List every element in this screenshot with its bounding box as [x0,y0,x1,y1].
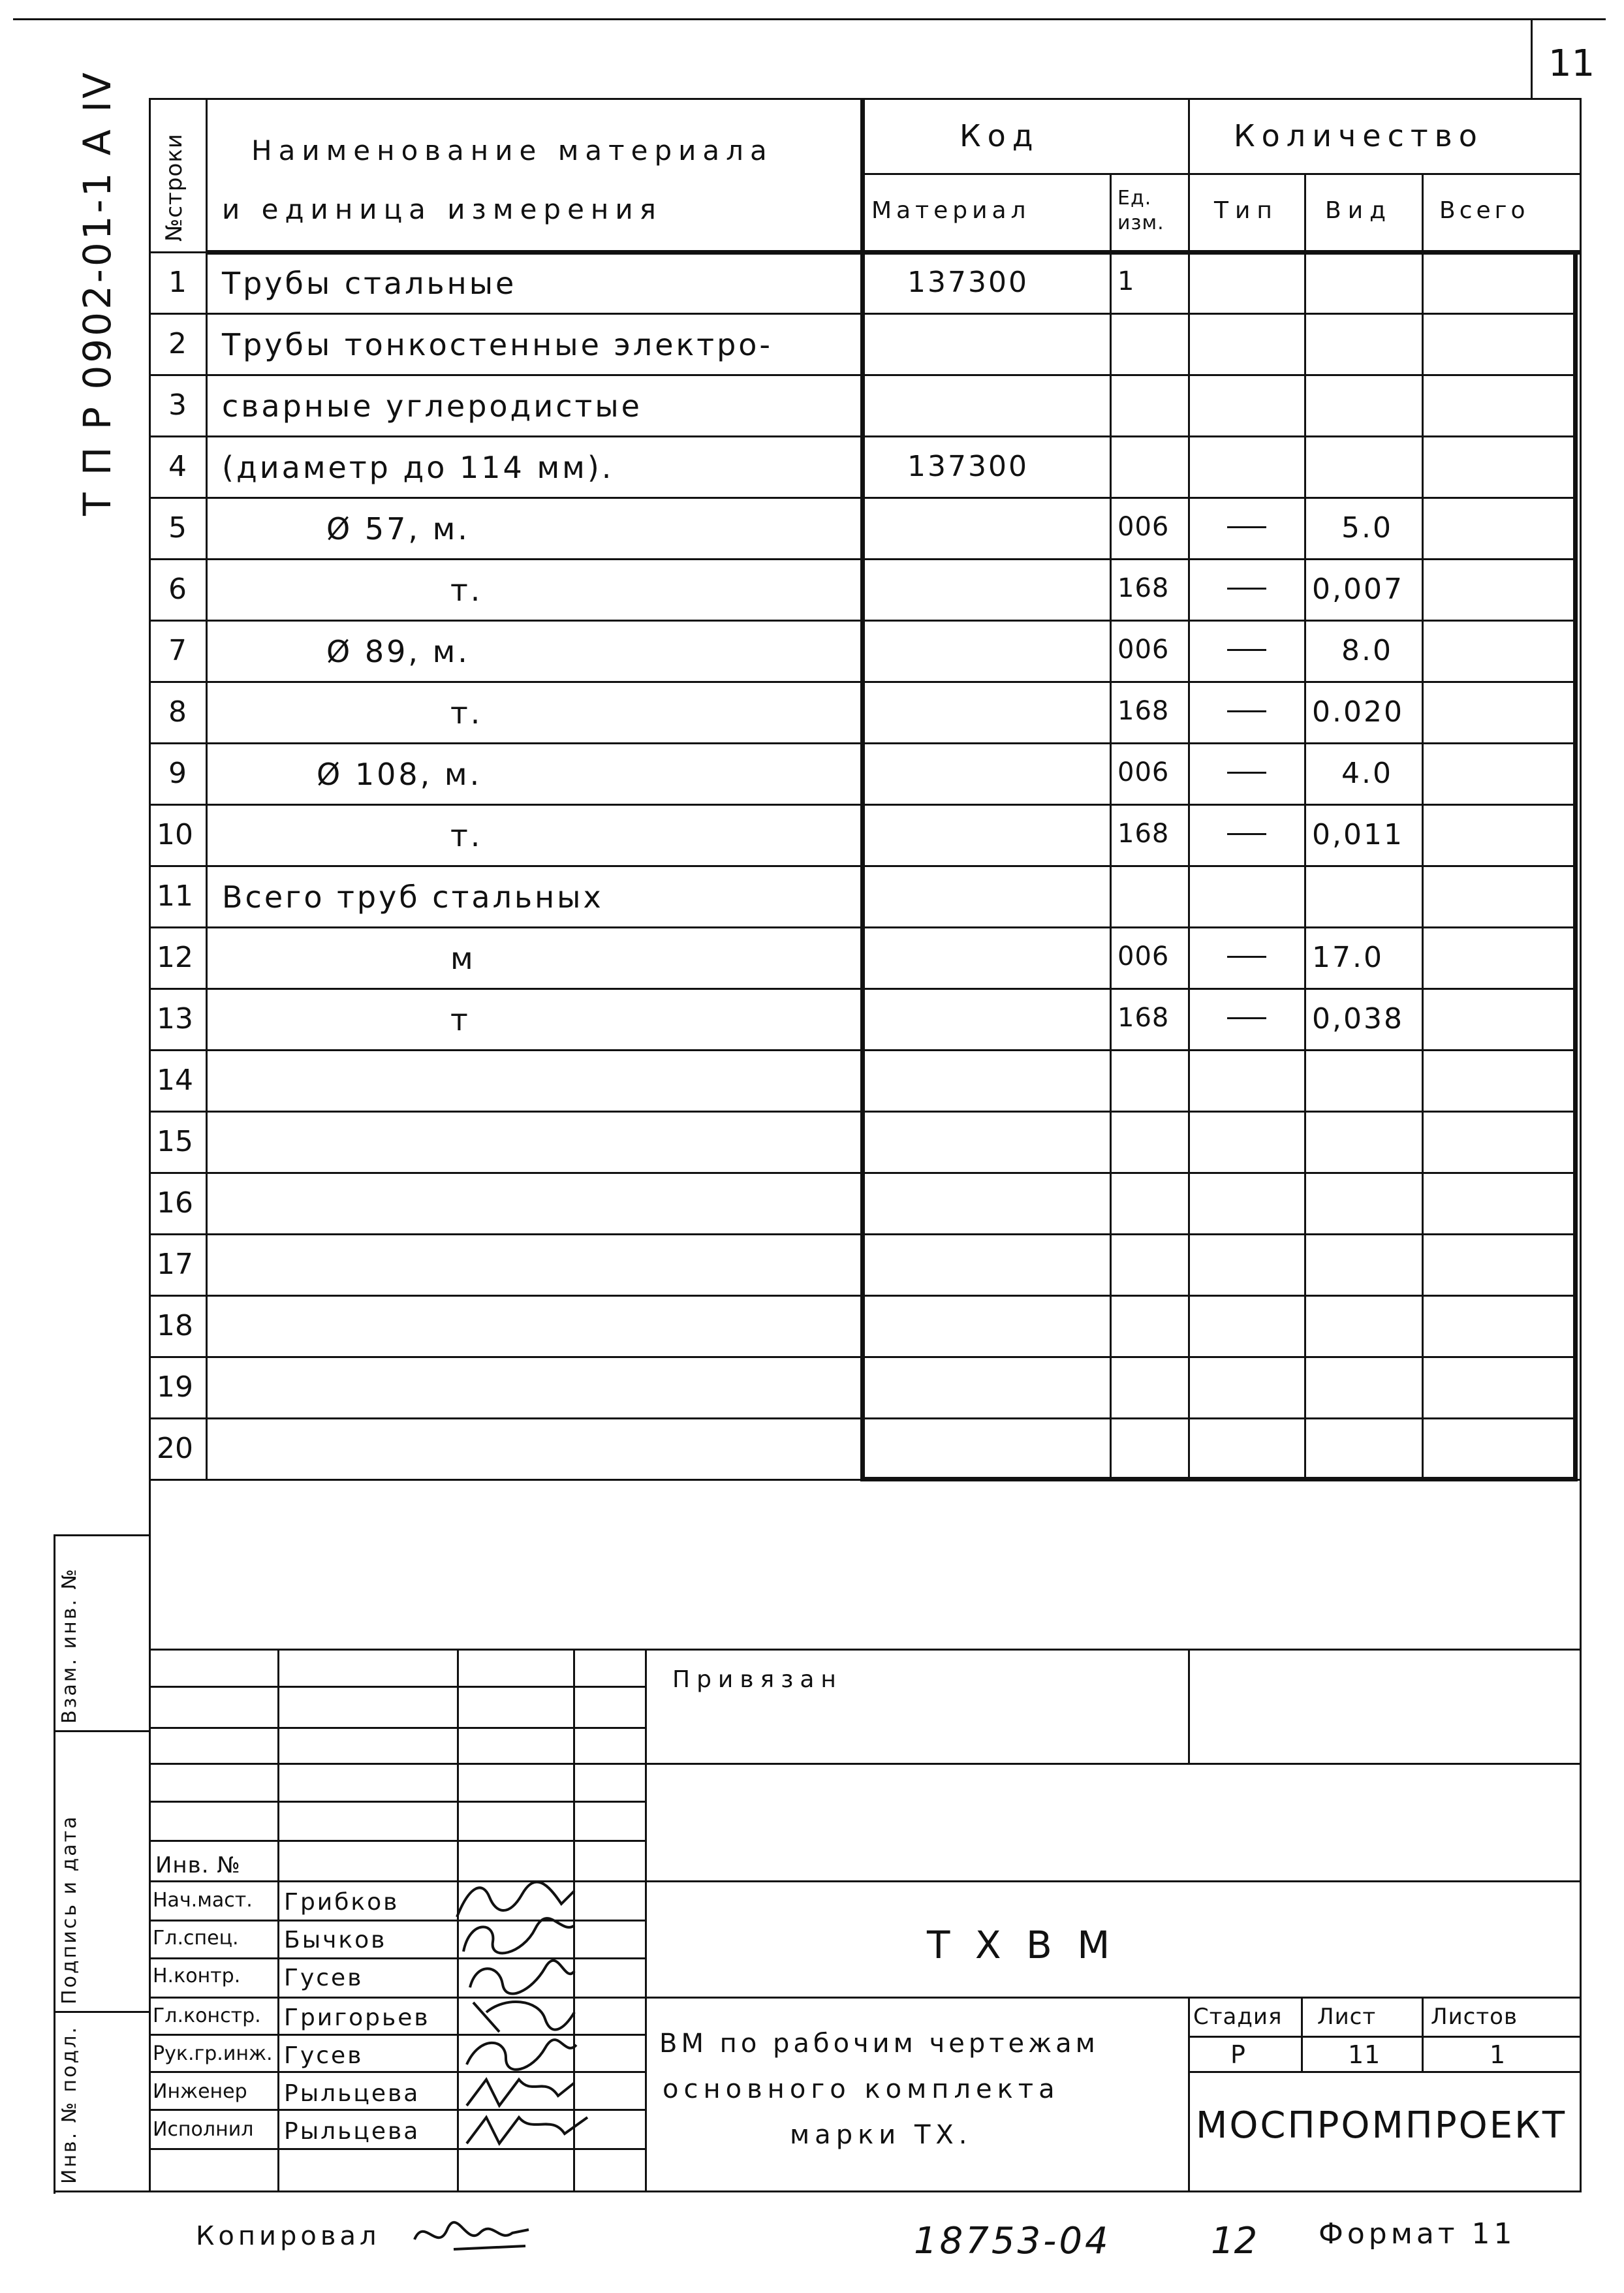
tb-person-name: Бычков [284,1927,387,1953]
margin-sep-2 [54,2011,151,2013]
row-separator [149,497,1575,499]
row-separator [149,1356,1575,1358]
tb-organization: МОСПРОМПРОЕКТ [1196,2104,1567,2147]
tb-col-sheets [1422,1997,1424,2071]
header-total: Всего [1439,197,1529,224]
row-number: 9 [168,757,187,790]
tb-line-top [149,1649,1582,1651]
header-kind: Вид [1325,197,1392,224]
tb-sheet-value: 11 [1348,2040,1381,2069]
frame-left [149,98,151,2190]
row-separator [149,620,1575,622]
row-number: 14 [157,1064,193,1097]
row-kind: 8.0 [1341,634,1393,667]
col-line-kind [1304,173,1306,1479]
tb-col-date [645,1649,647,2190]
tb-stage-row2 [1188,2071,1580,2073]
row-number: 7 [168,634,187,667]
header-name-line2: и единица измерения [222,193,663,225]
row-type [1227,943,1253,970]
header-material: Материал [871,197,1031,224]
row-name: Трубы стальные [222,266,517,301]
footer-doc-number: 18753-04 [914,2220,1111,2262]
row-unit-code: 168 [1117,573,1170,603]
tb-person-name: Рыльцева [284,2118,420,2145]
row-separator [149,681,1575,683]
row-type [1227,575,1253,601]
row-type [1227,698,1253,724]
row-type [1227,514,1253,540]
tb-sheets-value: 1 [1490,2040,1507,2069]
row-number: 5 [168,511,187,545]
row-type [1227,759,1253,785]
tb-person-role: Исполнил [153,2118,254,2141]
row-unit-code: 006 [1117,757,1170,787]
row-number: 8 [168,695,187,729]
footer-page: 12 [1211,2220,1258,2262]
row-kind: 17.0 [1312,941,1384,974]
tb-line-b [149,1727,645,1729]
margin-bottom-line [54,2190,151,2192]
footer-copied-label: Копировал [196,2221,381,2251]
row-name: Ø 89, м. [326,634,470,669]
row-number: 4 [168,450,187,483]
row-number: 20 [157,1432,193,1465]
tb-line-a [149,1686,645,1688]
tb-person-name: Рыльцева [284,2080,420,2107]
row-number: 19 [157,1370,193,1404]
row-number: 2 [168,327,187,360]
row-separator [149,926,1575,928]
copier-signature [408,2213,532,2259]
row-separator [149,1172,1575,1174]
tb-sheet-label: Лист [1317,2004,1377,2030]
tb-col-sheet [1301,1997,1303,2071]
frame-top [149,98,1582,100]
row-name: сварные углеродистые [222,388,642,424]
row-separator [149,742,1575,744]
frame-right [1580,98,1582,2190]
row-separator [149,1111,1575,1113]
col-line-type [1188,98,1190,1479]
row-name: т. [450,695,483,731]
tb-person-role: Гл.констр. [153,2004,261,2027]
row-separator [149,558,1575,560]
tb-person-name: Григорьев [284,2004,430,2031]
row-unit-code: 1 [1117,266,1135,296]
tb-inv-no: Инв. № [155,1852,241,1878]
row-unit-code: 168 [1117,696,1170,726]
row-number: 6 [168,573,187,606]
col-line-no [206,98,208,1479]
tb-line-d [149,1801,645,1803]
row-number: 13 [157,1002,193,1036]
row-unit-code: 006 [1117,941,1170,972]
tb-person-role: Инженер [153,2080,247,2103]
row-material-code: 137300 [907,266,1029,299]
margin-sep-1 [54,1730,151,1732]
header-unit: Ед. изм. [1117,187,1164,234]
row-number: 16 [157,1186,193,1220]
row-type [1227,1005,1253,1031]
row-separator [149,1417,1575,1419]
row-material-code: 137300 [907,450,1029,483]
header-type: Тип [1214,197,1279,224]
row-name: Всего труб стальных [222,879,604,915]
tb-person-role: Рук.гр.инж. [153,2042,273,2065]
col-line-unit [1110,173,1112,1479]
row-separator [149,435,1575,437]
row-number: 11 [157,879,193,913]
row-number: 1 [168,266,187,299]
row-separator [149,1295,1575,1297]
footer-format: Формат 11 [1319,2217,1516,2251]
row-name: Трубы тонкостенные электро- [222,327,773,362]
tb-col-stage [1188,1997,1190,2190]
row-unit-code: 168 [1117,1003,1170,1033]
row-name: т. [450,818,483,853]
sheet-corner-number: 11 [1548,42,1595,85]
tb-line-i [149,1997,1582,1999]
row-number: 10 [157,818,193,851]
row-separator [149,804,1575,806]
margin-vzam-inv: Взам. инв. № [58,1567,81,1724]
tb-col-role [277,1649,279,2190]
row-kind: 0.020 [1312,695,1404,729]
row-number: 15 [157,1125,193,1158]
row-number: 18 [157,1309,193,1342]
row-name: Ø 108, м. [317,757,482,792]
row-separator [149,988,1575,990]
row-name: (диаметр до 114 мм). [222,450,614,485]
margin-left-line [54,1534,55,2194]
tb-desc-line1: ВМ по рабочим чертежам [659,2029,1099,2059]
tb-line-e [149,1840,645,1842]
row-name: Ø 57, м. [326,511,470,546]
table-bottom-line [149,1479,1582,1481]
row-number: 17 [157,1248,193,1281]
tb-desc-line3: марки ТХ. [790,2120,973,2150]
header-name-line1: Наименование материала [251,134,773,166]
row-kind: 0,011 [1312,818,1404,851]
tb-line-c [149,1763,1582,1765]
row-type [1227,821,1253,847]
row-type [1227,637,1253,663]
tb-person-name: Гусев [284,2042,364,2069]
row-separator [149,374,1575,376]
row-unit-code: 006 [1117,635,1170,665]
row-number: 3 [168,388,187,422]
side-document-code: Т П Р 0902-01-1 А IV [75,70,119,516]
tb-col-right [1188,1649,1190,1763]
row-kind: 5.0 [1341,511,1393,545]
tb-person-role: Гл.спец. [153,1927,239,1950]
row-name: м [450,941,476,976]
row-kind: 0,038 [1312,1002,1404,1036]
signature-7 [460,2108,591,2153]
top-frame-line [13,18,1606,20]
tb-privyazan: Привязан [672,1666,843,1693]
col-line-material [860,98,865,1479]
tb-person-name: Гусев [284,1965,364,1991]
row-name: т [450,1002,471,1037]
row-separator [149,1233,1575,1235]
tb-line-f [149,1880,1582,1882]
header-bottom-line-no [149,251,208,253]
margin-top-line [54,1534,151,1536]
row-unit-code: 006 [1117,512,1170,542]
corner-box-left [1531,18,1533,100]
col-line-total [1422,173,1424,1479]
row-number: 12 [157,941,193,974]
row-unit-code: 168 [1117,819,1170,849]
tb-person-role: Нач.маст. [153,1889,253,1912]
row-kind: 0,007 [1312,573,1404,606]
tb-stage-value: Р [1230,2040,1246,2069]
margin-podpis-data: Подпись и дата [58,1814,81,2004]
tb-person-role: Н.контр. [153,1965,241,1987]
frame-bottom [149,2190,1582,2192]
tb-sheets-label: Листов [1431,2004,1518,2030]
header-bottom-line [206,250,1580,255]
tb-desc-line2: основного комплекта [663,2074,1060,2104]
row-kind: 4.0 [1341,757,1393,790]
tb-person-name: Грибков [284,1889,399,1916]
margin-inv-podl: Инв. № подл. [58,2025,81,2184]
row-separator [149,313,1575,315]
header-quantity: Количество [1234,118,1484,153]
header-row-no: №строки [161,133,187,242]
header-mid-line [860,173,1580,175]
row-name: т. [450,573,483,608]
tb-stage-label: Стадия [1193,2004,1283,2030]
tb-doc-code: Т Х В М [927,1923,1117,1967]
tb-stage-row1 [1188,2036,1580,2038]
header-code: Код [960,118,1040,153]
row-separator [149,865,1575,867]
row-separator [149,1049,1575,1051]
